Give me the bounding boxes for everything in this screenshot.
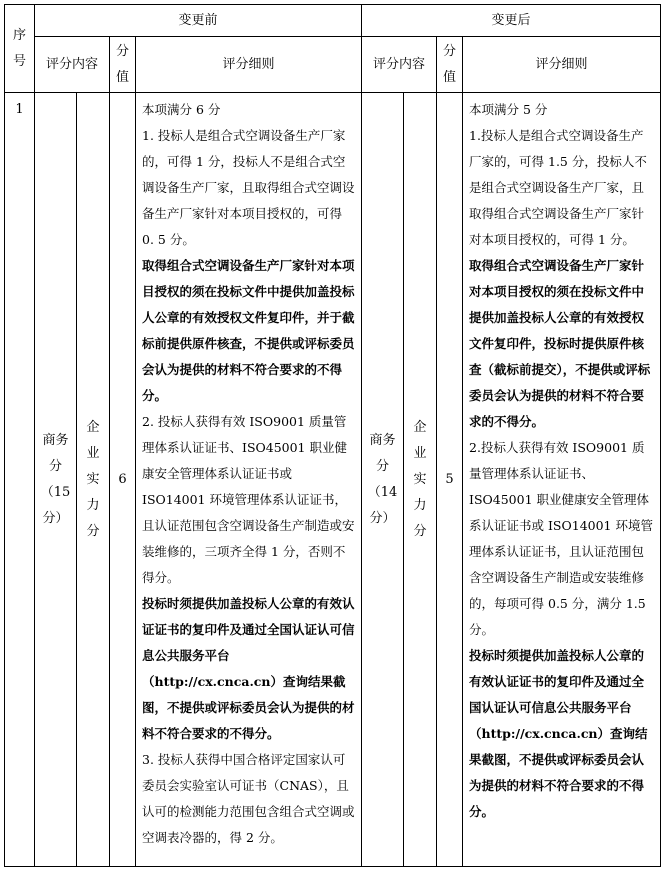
after-detail-para: 取得组合式空调设备生产厂家针对本项目授权的须在投标文件中提供加盖投标人公章的有效授权文件复印件，投标时提供原件核查（截标前提交），不提供或评标委员会认为提供的材料不符合要求的不得分。 (469, 258, 651, 429)
before-category: 商务 分 （15 分） (35, 93, 77, 867)
before-detail-para: 1. 投标人是组合式空调设备生产厂家的，可得 1 分，投标人不是组合式空调设备生产厂家，且取得组合式空调设备生产厂家针对本项目授权的，可得 0. 5 分。 (142, 128, 355, 247)
after-detail-para: 本项满分 5 分 (469, 102, 548, 117)
before-detail (136, 93, 362, 867)
change-comparison-table (4, 4, 661, 867)
header-before-content: 评分内容 (35, 37, 110, 93)
header-after-score: 分 值 (437, 37, 463, 93)
before-detail-para: 取得组合式空调设备生产厂家针对本项目授权的须在投标文件中提供加盖投标人公章的有效授权文件复印件，并于截标前提供原件核查，不提供或评标委员会认为提供的材料不符合要求的不得分。 (142, 258, 355, 403)
before-score: 6 (110, 93, 136, 867)
header-before-score: 分 值 (110, 37, 136, 93)
header-after-detail: 评分细则 (463, 37, 661, 93)
before-detail-para: 3. 投标人获得中国合格评定国家认可委员会实验室认可证书（CNAS），且认可的检测能力范围包含组合式空调或空调表冷器的，得 2 分。 (142, 752, 355, 845)
after-detail-para: 1.投标人是组合式空调设备生产厂家的，可得 1.5 分，投标人不是组合式空调设备生产厂家，且取得组合式空调设备生产厂家针对本项目授权的，可得 1 分。 (469, 128, 647, 247)
header-after: 变更后 (362, 5, 661, 37)
before-subcategory: 企 业 实 力 分 (77, 93, 110, 867)
header-after-content: 评分内容 (362, 37, 437, 93)
header-seq: 序 号 (5, 5, 35, 93)
header-before: 变更前 (35, 5, 362, 37)
after-score: 5 (437, 93, 463, 867)
after-category: 商务 分 （14 分） (362, 93, 404, 867)
row-seq: 1 (5, 93, 35, 867)
header-before-detail: 评分细则 (136, 37, 362, 93)
after-subcategory: 企 业 实 力 分 (404, 93, 437, 867)
after-detail-para: 投标时须提供加盖投标人公章的有效认证证书的复印件及通过全国认证认可信息公共服务平台（http://cx.cnca.cn）查询结果截图，不提供或评标委员会认为提供的材料不符合要求的不得分。 (469, 648, 648, 819)
before-detail-para: 本项满分 6 分 (142, 102, 221, 117)
before-detail-para: 2. 投标人获得有效 ISO9001 质量管理体系认证证书、ISO45001 职业健康安全管理体系认证证书或 ISO14001 环境管理体系认证证书，且认证范围包含空调设备生产制造或安装维修的，三项齐全得 1 分，否则不得分。 (142, 414, 355, 585)
after-detail (463, 93, 661, 867)
before-detail-para: 投标时须提供加盖投标人公章的有效认证证书的复印件及通过全国认证认可信息公共服务平台（http://cx.cnca.cn）查询结果截图，不提供或评标委员会认为提供的材料不符合要求的不得分。 (142, 596, 355, 741)
after-detail-para: 2.投标人获得有效 ISO9001 质量管理体系认证证书、ISO45001 职业健康安全管理体系认证证书或 ISO14001 环境管理体系认证证书，且认证范围包含空调设备生产制造或安装维修的，每项可得 0.5 分，满分 1.5 分。 (469, 440, 653, 637)
